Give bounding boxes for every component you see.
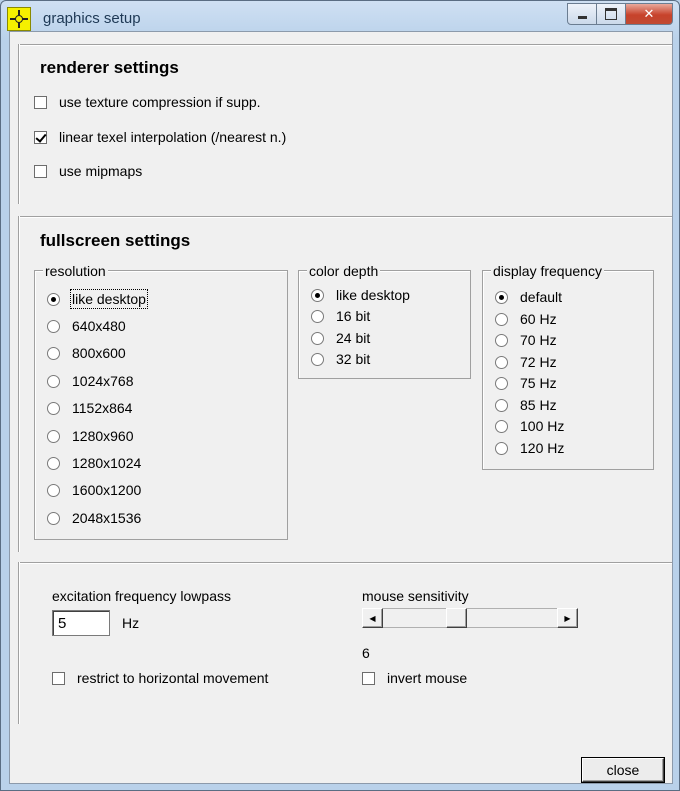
- renderer-group-top-line: [18, 44, 672, 46]
- misc-group-left-line: [18, 562, 20, 724]
- radio-button[interactable]: [311, 332, 324, 345]
- invert-mouse-checkbox[interactable]: [362, 672, 375, 685]
- display-frequency-group: [482, 263, 654, 470]
- resolution-option[interactable]: [47, 345, 126, 361]
- maximize-button[interactable]: [596, 3, 626, 25]
- frequency-option[interactable]: [495, 289, 562, 305]
- resolution-option-label: 1152x864: [72, 400, 133, 416]
- radio-button[interactable]: [47, 293, 60, 306]
- color-depth-legend: color depth: [309, 263, 379, 279]
- misc-group-top-line: [18, 562, 672, 564]
- radio-button[interactable]: [47, 457, 60, 470]
- invert-mouse-option[interactable]: [362, 670, 467, 686]
- mipmaps-option[interactable]: [34, 163, 142, 179]
- frequency-option[interactable]: [495, 440, 564, 456]
- lowpass-unit: Hz: [122, 615, 140, 631]
- window-title: graphics setup: [43, 10, 141, 27]
- arrow-right-icon: ▶: [564, 613, 571, 623]
- mouse-sensitivity-label: mouse sensitivity: [362, 588, 469, 604]
- resolution-option[interactable]: [47, 400, 132, 416]
- maximize-icon: [605, 8, 617, 20]
- radio-button[interactable]: [47, 512, 60, 525]
- radio-button[interactable]: [47, 484, 60, 497]
- radio-button[interactable]: [495, 442, 508, 455]
- frequency-option-label: 70 Hz: [520, 332, 557, 348]
- resolution-option-label: 1600x1200: [72, 482, 142, 498]
- frequency-option-label: 100 Hz: [520, 418, 565, 434]
- color-depth-option[interactable]: [311, 308, 370, 324]
- fullscreen-settings-title: fullscreen settings: [40, 231, 191, 250]
- mipmaps-checkbox[interactable]: [34, 165, 47, 178]
- frequency-option-label: default: [520, 289, 563, 305]
- restrict-horizontal-checkbox[interactable]: [52, 672, 65, 685]
- fullscreen-group-top-line: [18, 216, 672, 218]
- resolution-option-label: 640x480: [72, 318, 126, 334]
- resolution-option[interactable]: [47, 510, 141, 526]
- resolution-option-label: 1280x960: [72, 428, 134, 444]
- renderer-settings-title: renderer settings: [40, 58, 179, 77]
- resolution-option-label: 1280x1024: [72, 455, 142, 471]
- linear-interpolation-option[interactable]: [34, 129, 286, 145]
- texture-compression-label: use texture compression if supp.: [59, 94, 261, 110]
- texture-compression-checkbox[interactable]: [34, 96, 47, 109]
- radio-button[interactable]: [311, 353, 324, 366]
- linear-interpolation-checkbox[interactable]: [34, 131, 47, 144]
- frequency-option-label: 75 Hz: [520, 375, 557, 391]
- fullscreen-group-left-line: [18, 216, 20, 552]
- lowpass-input[interactable]: [52, 610, 110, 636]
- lowpass-label: excitation frequency lowpass: [52, 588, 231, 604]
- resolution-legend: resolution: [45, 263, 106, 279]
- close-window-button[interactable]: [625, 3, 673, 25]
- title-bar[interactable]: [1, 1, 679, 35]
- close-icon: ✕: [643, 6, 655, 21]
- color-depth-option[interactable]: [311, 351, 370, 367]
- resolution-option[interactable]: [47, 455, 141, 471]
- radio-button[interactable]: [47, 347, 60, 360]
- radio-button[interactable]: [495, 334, 508, 347]
- scroll-right-button[interactable]: [557, 608, 578, 628]
- radio-button[interactable]: [311, 289, 324, 302]
- frequency-option-label: 85 Hz: [520, 397, 557, 413]
- frequency-option-label: 120 Hz: [520, 440, 565, 456]
- resolution-option[interactable]: [47, 291, 146, 307]
- frequency-option[interactable]: [495, 354, 557, 370]
- minimize-button[interactable]: [567, 3, 597, 25]
- resolution-option-label: 1024x768: [72, 373, 134, 389]
- color-depth-option-label: like desktop: [336, 287, 410, 303]
- resolution-option-label: 800x600: [72, 345, 126, 361]
- mouse-sensitivity-value: 6: [362, 645, 370, 661]
- radio-button[interactable]: [495, 291, 508, 304]
- frequency-option[interactable]: [495, 375, 557, 391]
- close-button[interactable]: close: [582, 758, 664, 782]
- color-depth-option-label: 32 bit: [336, 351, 371, 367]
- minimize-icon: [578, 16, 587, 19]
- color-depth-option[interactable]: [311, 330, 370, 346]
- color-depth-option-label: 24 bit: [336, 330, 371, 346]
- caption-buttons: [568, 3, 673, 25]
- restrict-horizontal-label: restrict to horizontal movement: [77, 670, 269, 686]
- color-depth-option-label: 16 bit: [336, 308, 371, 324]
- renderer-group-left-line: [18, 44, 20, 204]
- color-depth-group: [298, 263, 471, 379]
- invert-mouse-label: invert mouse: [387, 670, 468, 686]
- resolution-option-label: 2048x1536: [72, 510, 142, 526]
- radio-button[interactable]: [47, 402, 60, 415]
- mipmaps-label: use mipmaps: [59, 163, 143, 179]
- frequency-option[interactable]: [495, 397, 557, 413]
- linear-interpolation-label: linear texel interpolation (/nearest n.): [59, 129, 287, 145]
- radio-button[interactable]: [495, 377, 508, 390]
- resolution-group: [34, 263, 288, 540]
- resolution-option[interactable]: [47, 373, 134, 389]
- radio-button[interactable]: [47, 430, 60, 443]
- radio-button[interactable]: [311, 310, 324, 323]
- frequency-option-label: 60 Hz: [520, 311, 557, 327]
- frequency-option[interactable]: [495, 418, 564, 434]
- texture-compression-option[interactable]: [34, 94, 261, 110]
- radio-button[interactable]: [47, 375, 60, 388]
- restrict-horizontal-option[interactable]: [52, 670, 268, 686]
- dialog-client-area: [9, 31, 673, 784]
- frequency-option[interactable]: [495, 332, 557, 348]
- app-crosshair-icon: [7, 7, 31, 31]
- radio-button[interactable]: [495, 399, 508, 412]
- resolution-option[interactable]: [47, 318, 126, 334]
- arrow-left-icon: ◀: [369, 613, 376, 623]
- resolution-option[interactable]: [47, 428, 134, 444]
- display-frequency-legend: display frequency: [493, 263, 602, 279]
- radio-button[interactable]: [47, 320, 60, 333]
- radio-button[interactable]: [495, 420, 508, 433]
- color-depth-option[interactable]: [311, 287, 410, 303]
- scroll-left-button[interactable]: [362, 608, 383, 628]
- slider-thumb[interactable]: [446, 608, 467, 628]
- mouse-sensitivity-slider[interactable]: [362, 608, 578, 628]
- radio-button[interactable]: [495, 356, 508, 369]
- resolution-option[interactable]: [47, 482, 141, 498]
- resolution-option-label: like desktop: [72, 291, 146, 307]
- radio-button[interactable]: [495, 313, 508, 326]
- frequency-option[interactable]: [495, 311, 557, 327]
- frequency-option-label: 72 Hz: [520, 354, 557, 370]
